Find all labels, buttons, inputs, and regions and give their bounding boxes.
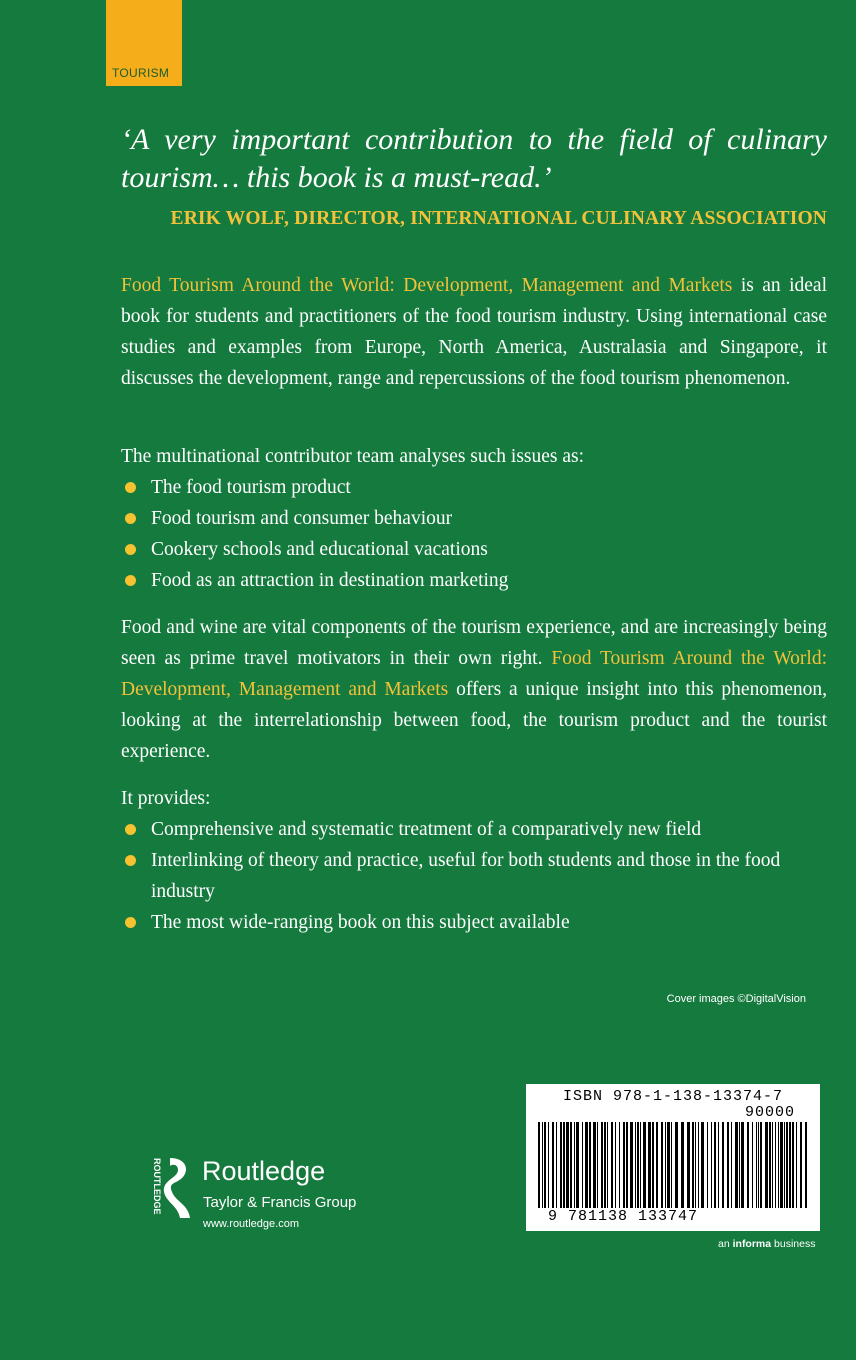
barcode-bar bbox=[775, 1122, 776, 1208]
category-label: TOURISM bbox=[112, 66, 170, 80]
barcode-bar bbox=[805, 1122, 807, 1208]
barcode-bar bbox=[611, 1122, 613, 1208]
barcode-bar bbox=[604, 1122, 606, 1208]
barcode-bar bbox=[630, 1122, 633, 1208]
endorsement-quote: ‘A very important contribution to the field of culinary tourism… this book is a must-read.’ bbox=[121, 123, 827, 194]
informa-suffix: business bbox=[774, 1238, 816, 1250]
quote-attribution: ERIK WOLF, DIRECTOR, INTERNATIONAL CULINARY ASSOCIATION bbox=[170, 208, 827, 229]
barcode-bar bbox=[789, 1122, 791, 1208]
barcode-bar bbox=[640, 1122, 641, 1208]
barcode-bar bbox=[739, 1122, 740, 1208]
barcode-bar bbox=[675, 1122, 678, 1208]
barcode-bar bbox=[615, 1122, 616, 1208]
barcode-bar bbox=[667, 1122, 670, 1208]
informa-brand: informa bbox=[732, 1238, 772, 1250]
barcode-bar bbox=[582, 1122, 583, 1208]
intro-text: is an ideal book for students and practitioners of the food tourism industry. Using international case studies and examples from Europe, North America, Australasia and Singapore, it discusses the development, range and repercussions of the food tourism phenomenon. bbox=[121, 275, 827, 389]
barcode-bar bbox=[692, 1122, 694, 1208]
barcode-bar bbox=[727, 1122, 729, 1208]
list-item: Food tourism and consumer behaviour bbox=[121, 503, 827, 534]
barcode-bar bbox=[784, 1122, 785, 1208]
barcode-bar bbox=[556, 1122, 557, 1208]
cover-image-credit: Cover images ©DigitalVision bbox=[666, 993, 806, 1005]
book-title-highlight: Food Tourism Around the World: Development, Management and Markets bbox=[121, 275, 733, 296]
issues-heading: The multinational contributor team analyses such issues as: bbox=[121, 446, 585, 467]
barcode-bar bbox=[741, 1122, 744, 1208]
barcode-bar bbox=[538, 1122, 540, 1208]
barcode-bar bbox=[542, 1122, 543, 1208]
barcode-bar bbox=[585, 1122, 588, 1208]
list-item: Comprehensive and systematic treatment of a comparatively new field bbox=[121, 814, 827, 845]
barcode-bar bbox=[648, 1122, 651, 1208]
tourism-category-tab bbox=[106, 0, 182, 86]
wine-text-before: Food and wine are vital components of the tourism experience, and are increasingly being seen as prime travel motivators in their own right. bbox=[121, 617, 827, 669]
barcode-bar bbox=[671, 1122, 672, 1208]
barcode-bar bbox=[623, 1122, 625, 1208]
publisher-group: Taylor & Francis Group bbox=[203, 1194, 357, 1211]
barcode-bar bbox=[643, 1122, 646, 1208]
barcode-bar bbox=[786, 1122, 788, 1208]
barcode-bar bbox=[780, 1122, 783, 1208]
barcode-bar bbox=[563, 1122, 565, 1208]
barcode-bar bbox=[735, 1122, 738, 1208]
barcode-bar bbox=[626, 1122, 628, 1208]
issues-list bbox=[121, 472, 827, 596]
list-item: Interlinking of theory and practice, useful for both students and those in the food industry bbox=[121, 845, 827, 907]
barcode-bar bbox=[652, 1122, 654, 1208]
barcode-bar bbox=[800, 1122, 802, 1208]
barcode-bar bbox=[765, 1122, 768, 1208]
barcode-bar bbox=[576, 1122, 579, 1208]
barcode-bar bbox=[769, 1122, 771, 1208]
list-item: The food tourism product bbox=[121, 472, 827, 503]
barcode-bar bbox=[593, 1122, 596, 1208]
routledge-logo bbox=[146, 1156, 396, 1236]
barcode-bar bbox=[607, 1122, 608, 1208]
barcode-bar bbox=[552, 1122, 554, 1208]
barcode-bar bbox=[566, 1122, 569, 1208]
price-code: 90000 bbox=[744, 1104, 795, 1121]
barcode-bar bbox=[687, 1122, 690, 1208]
barcode-bar bbox=[560, 1122, 562, 1208]
informa-tagline bbox=[718, 1238, 816, 1250]
barcode-bar bbox=[778, 1122, 779, 1208]
barcode-bar bbox=[665, 1122, 666, 1208]
barcode-bar bbox=[695, 1122, 696, 1208]
barcode-bar bbox=[548, 1122, 549, 1208]
barcode-bar bbox=[758, 1122, 759, 1208]
barcode-bar bbox=[711, 1122, 712, 1208]
barcode-bar bbox=[722, 1122, 724, 1208]
barcode-bar bbox=[718, 1122, 719, 1208]
barcode-bar bbox=[796, 1122, 797, 1208]
wine-paragraph bbox=[121, 612, 827, 767]
barcode-bar bbox=[544, 1122, 546, 1208]
barcode-bar bbox=[707, 1122, 708, 1208]
barcode-bar bbox=[731, 1122, 732, 1208]
publisher-name: Routledge bbox=[202, 1156, 326, 1186]
barcode-bar bbox=[701, 1122, 704, 1208]
isbn-barcode bbox=[526, 1084, 820, 1231]
barcode-bar bbox=[747, 1122, 749, 1208]
barcode-bar bbox=[597, 1122, 598, 1208]
list-item: The most wide-ranging book on this subject available bbox=[121, 907, 827, 938]
isbn-label: ISBN 978-1-138-13374-7 bbox=[562, 1088, 784, 1105]
informa-prefix: an bbox=[718, 1238, 730, 1250]
barcode-bar bbox=[792, 1122, 794, 1208]
list-item: Food as an attraction in destination marketing bbox=[121, 565, 827, 596]
barcode-bars bbox=[538, 1122, 810, 1208]
publisher-url: www.routledge.com bbox=[203, 1218, 299, 1230]
barcode-bar bbox=[656, 1122, 658, 1208]
provides-heading: It provides: bbox=[121, 788, 211, 809]
book-title-highlight: Food Tourism Around the World: Development, Management and Markets bbox=[121, 648, 827, 700]
barcode-bar bbox=[760, 1122, 762, 1208]
barcode-bar bbox=[570, 1122, 572, 1208]
barcode-bar bbox=[772, 1122, 773, 1208]
routledge-mark-text: ROUTLEDGE bbox=[152, 1158, 162, 1215]
barcode-bar bbox=[681, 1122, 684, 1208]
barcode-bar bbox=[752, 1122, 753, 1208]
wine-text-after: offers a unique insight into this phenomenon, looking at the interrelationship between food, the tourism product and the tourist experience. bbox=[121, 679, 828, 762]
intro-paragraph bbox=[121, 270, 827, 394]
barcode-bar bbox=[714, 1122, 716, 1208]
barcode-bar bbox=[601, 1122, 603, 1208]
barcode-bar bbox=[698, 1122, 699, 1208]
barcode-bar bbox=[574, 1122, 575, 1208]
barcode-bar bbox=[589, 1122, 591, 1208]
isbn-number: 9 781138 133747 bbox=[548, 1208, 699, 1225]
barcode-bar bbox=[637, 1122, 639, 1208]
routledge-mark-icon bbox=[146, 1156, 194, 1220]
list-item: Cookery schools and educational vacations bbox=[121, 534, 827, 565]
barcode-bar bbox=[619, 1122, 620, 1208]
barcode-bar bbox=[635, 1122, 636, 1208]
provides-list bbox=[121, 814, 827, 938]
barcode-bar bbox=[661, 1122, 663, 1208]
barcode-bar bbox=[756, 1122, 757, 1208]
